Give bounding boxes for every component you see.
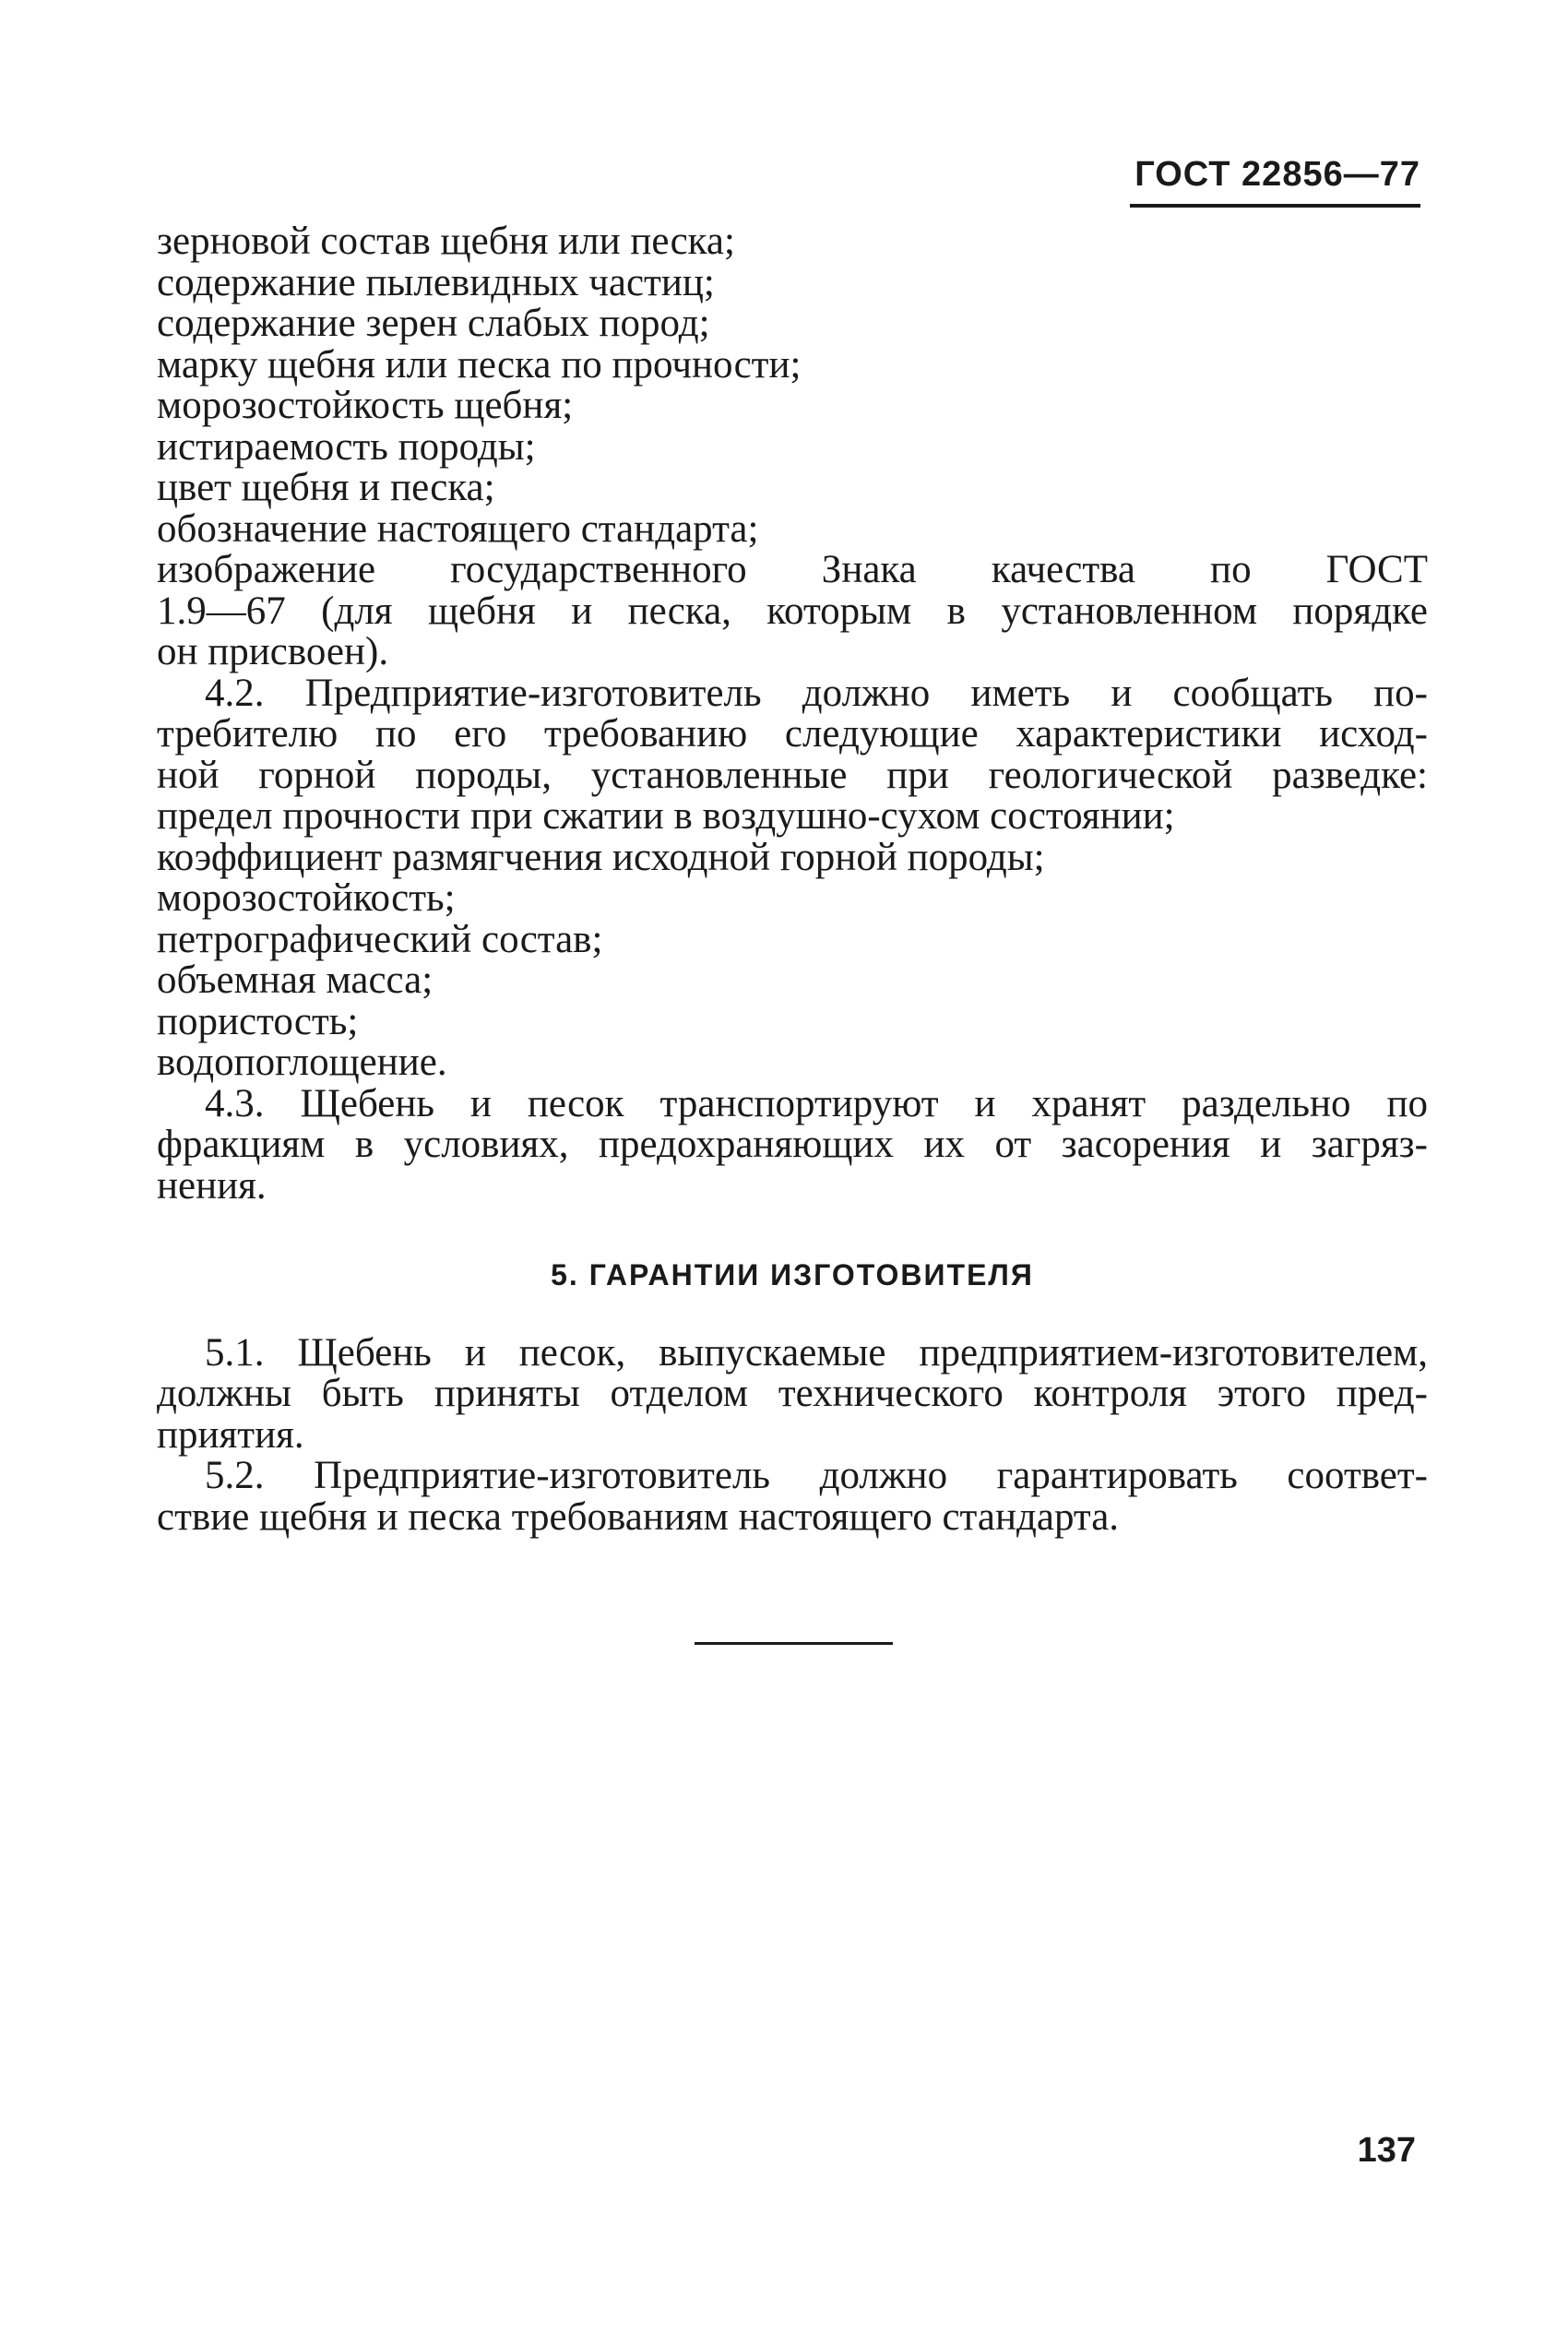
list-item: объемная масса;: [157, 958, 434, 1002]
list-item: содержание пылевидных частиц;: [157, 260, 715, 304]
document-body: [157, 221, 1428, 1538]
clause-5-1-line: должны быть приняты отделом технического контроля этого пред-: [157, 1372, 1428, 1415]
list-item: марку щебня или песка по прочности;: [157, 342, 802, 387]
quality-mark-item-line: он присвоен).: [157, 630, 389, 673]
list-item: пористость;: [157, 999, 359, 1043]
page-number: 137: [1357, 2131, 1416, 2170]
clause-4-3-line: нения.: [157, 1163, 267, 1208]
standard-code-header: ГОСТ 22856—77: [1134, 155, 1420, 194]
list-item: обозначение настоящего стандарта;: [157, 506, 759, 551]
list-item: коэффициент размягчения исходной горной породы;: [157, 835, 1045, 879]
clause-4-3-line: фракциям в условиях, предохраняющих их от засорения и загряз-: [157, 1123, 1428, 1166]
list-item: истираемость породы;: [157, 424, 536, 469]
list-item: предел прочности при сжатии в воздушно-сухом состоянии;: [157, 794, 1175, 838]
list-item: морозостойкость;: [157, 876, 456, 920]
clause-4-2-line: требителю по его требованию следующие характеристики исход-: [157, 712, 1428, 756]
list-item: содержание зерен слабых пород;: [157, 302, 710, 345]
list-item: морозостойкость щебня;: [157, 384, 574, 427]
header-underline: [1130, 204, 1420, 208]
clause-5-2-line: 5.2. Предприятие-изготовитель должно гарантировать соответ-: [205, 1454, 1428, 1497]
end-of-text-rule: [695, 1642, 893, 1645]
clause-4-3-line: 4.3. Щебень и песок транспортируют и хранят раздельно по: [205, 1081, 1428, 1125]
clause-4-2-line: ной горной породы, установленные при геологической разведке:: [157, 753, 1428, 797]
clause-5-1-line: приятия.: [157, 1412, 304, 1457]
clause-5-1-line: 5.1. Щебень и песок, выпускаемые предприятием-изготовителем,: [205, 1330, 1428, 1375]
section-5-heading: 5. ГАРАНТИИ ИЗГОТОВИТЕЛЯ: [551, 1258, 1034, 1291]
list-item: водопоглощение.: [157, 1041, 447, 1084]
clause-5-2-line: ствие щебня и песка требованиям настоящего стандарта.: [157, 1494, 1120, 1539]
list-item: петрографический состав;: [157, 917, 603, 961]
list-item: зерновой состав щебня или песка;: [157, 220, 735, 263]
quality-mark-item-line: 1.9—67 (для щебня и песка, которым в установленном порядке: [157, 589, 1428, 633]
quality-mark-item-line: изображение государственного Знака качества по ГОСТ: [157, 548, 1428, 591]
clause-4-2-line: 4.2. Предприятие-изготовитель должно иметь и сообщать по-: [205, 671, 1428, 715]
list-item: цвет щебня и песка;: [157, 466, 495, 509]
